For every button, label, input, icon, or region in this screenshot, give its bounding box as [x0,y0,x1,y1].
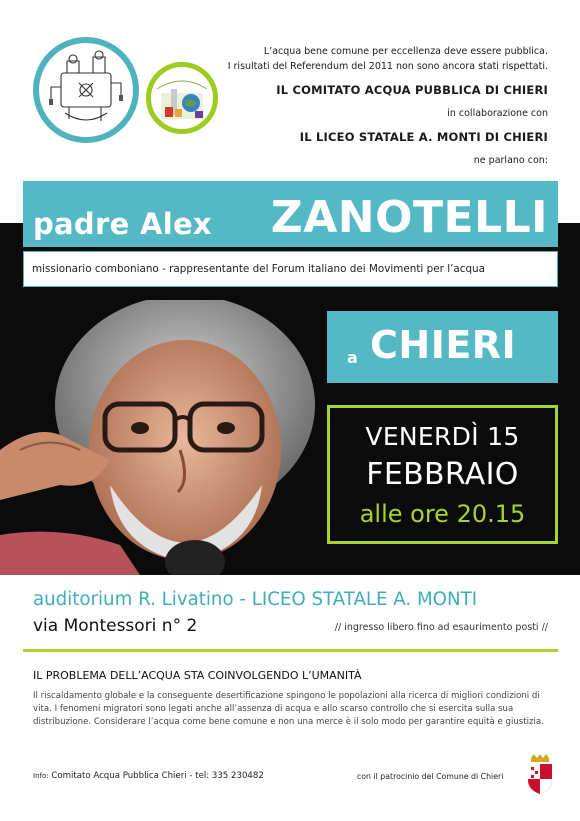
school-name: IL LICEO STATALE A. MONTI DI CHIERI [299,130,548,144]
city-name: CHIERI [370,323,517,367]
date-box [327,405,558,544]
date-time: alle ore 20.15 [359,500,526,528]
venue-hall: auditorium R. Livatino - LICEO STATALE A. MONTI [33,589,478,610]
date-month: FEBBRAIO [366,457,519,492]
faucets-sketch-icon [39,43,133,137]
info-label: Info: [33,772,49,780]
speaker-last-name: ZANOTELLI [270,192,548,243]
school-emblem-icon [151,67,213,129]
speaker-portrait [0,300,325,575]
problem-title: IL PROBLEMA DELL’ACQUA STA COINVOLGENDO L’UMANITÀ [33,669,362,682]
committee-logo [33,37,139,143]
portrait-illustration [0,300,325,575]
speaker-role-box [23,251,558,287]
speaker-role: missionario comboniano - rappresentante del Forum italiano dei Movimenti per l’acqua [32,263,486,275]
intro-line-1: L’acqua bene comune per eccellenza deve essere pubblica. [263,46,548,57]
venue-street: via Montessori n° 2 [33,616,198,636]
patronage-text: con il patrocinio del Comune di Chieri [357,772,504,781]
city-box [327,311,558,383]
date-day: VENERDÌ 15 [365,422,520,451]
entry-note: // ingresso libero fino ad esaurimento posti // [334,622,548,633]
committee-name: IL COMITATO ACQUA PUBBLICA DI CHIERI [276,83,548,97]
city-prefix: a [347,348,358,367]
footer-info [33,771,264,781]
intro-line-2: I risultati del Referendum del 2011 non sono ancora stati rispettati. [227,61,548,72]
divider-line [23,649,558,652]
city-crest-icon [525,754,555,794]
speaker-name-box [23,181,558,247]
problem-text: Il riscaldamento globale e la conseguente desertificazione spingono le popolazioni alla ricerca di migliori condizioni di vita. I fenomeni migratori sono legati anche all’assenza di acqua e allo scarso controllo che si esercita sulla sua distribuzione. Considerare l’acqua come bene comune e non una merce è il solo modo per garantire equità e giustizia. [33,691,544,727]
info-contact: Comitato Acqua Pubblica Chieri - tel: 335 230482 [51,771,264,781]
talk-text: ne parlano con: [473,155,548,166]
intro-block [208,44,548,168]
speaker-first-name: padre Alex [33,207,212,241]
collab-text: in collaborazione con [447,108,548,119]
